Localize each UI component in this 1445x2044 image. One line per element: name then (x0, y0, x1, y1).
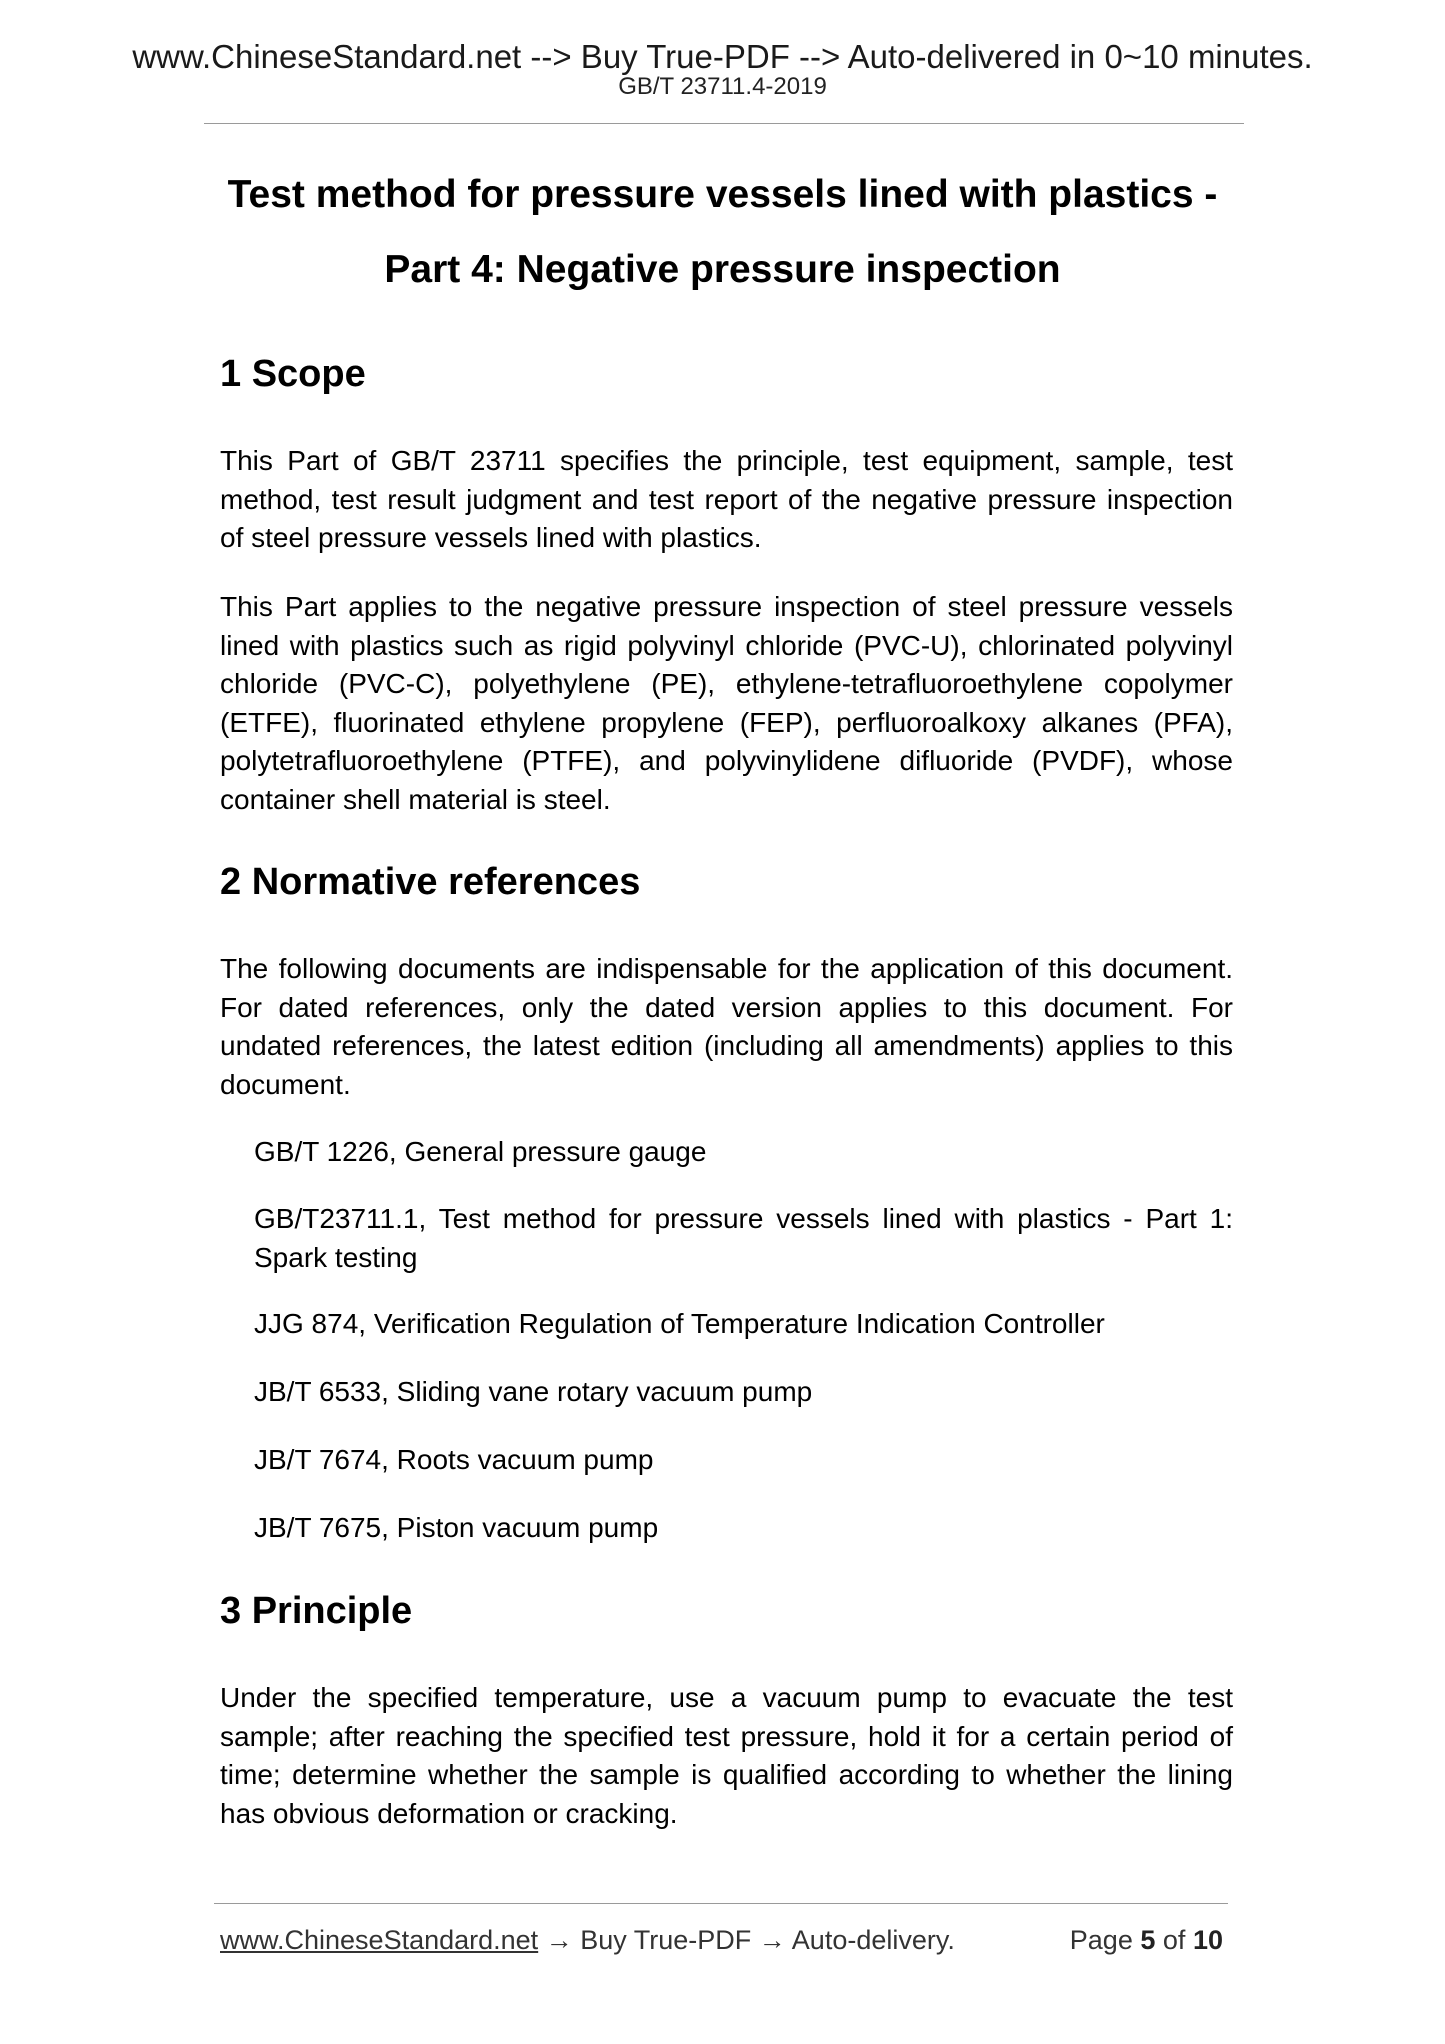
standard-code: GB/T 23711.4-2019 (618, 73, 827, 100)
footer-site-link[interactable]: www.ChineseStandard.net (220, 1925, 539, 1955)
section-heading-principle: 3 Principle (220, 1590, 413, 1632)
reference-item-jbt-7675: JB/T 7675, Piston vacuum pump (254, 1512, 659, 1543)
scope-paragraph-1: This Part of GB/T 23711 specifies the principle, test equipment, sample, test method, test result judgment and test report of the negative pressure inspection of steel pressure vessels lined with plastics. (220, 445, 1233, 553)
page-indicator (1070, 1923, 1223, 1957)
header-divider (204, 123, 1244, 124)
footer-left (220, 1923, 955, 1957)
header-banner: www.ChineseStandard.net --> Buy True-PDF --> Auto-delivered in 0~10 minutes. (132, 38, 1313, 75)
footer-buy-text: Buy True-PDF (580, 1925, 752, 1955)
scope-paragraph-2: This Part applies to the negative pressure inspection of steel pressure vessels lined with plastics such as rigid polyvinyl chloride (PVC-U), chlorinated polyvinyl chloride (PVC-C), polyethylene (PE), ethylene-tetrafluoroethylene copolymer (ETFE), fluorinated ethylene propylene (FEP), perfluoroalkoxy alkanes (PFA), polytetrafluoroethylene (PTFE), and polyvinylidene difluoride (PVDF), whose container shell material is steel. (220, 591, 1233, 815)
right-arrow-icon: → (758, 1925, 786, 1955)
document-title-line-1: Test method for pressure vessels lined with plastics - (227, 173, 1218, 216)
reference-item-jbt-7674: JB/T 7674, Roots vacuum pump (254, 1444, 654, 1475)
right-arrow-icon: → (545, 1925, 573, 1955)
footer-delivery-text: Auto-delivery. (791, 1925, 955, 1955)
reference-item-gbt-1226: GB/T 1226, General pressure gauge (254, 1136, 707, 1167)
page-total: 10 (1192, 1925, 1223, 1955)
document-title-line-2: Part 4: Negative pressure inspection (384, 248, 1061, 291)
footer-divider (214, 1903, 1228, 1904)
section-heading-scope: 1 Scope (220, 353, 366, 395)
principle-paragraph: Under the specified temperature, use a vacuum pump to evacuate the test sample; after reaching the specified test pressure, hold it for a certain period of time; determine whether the sample is qualified according to whether the lining has obvious deformation or cracking. (220, 1682, 1233, 1829)
section-heading-normative-references: 2 Normative references (220, 861, 641, 903)
reference-item-jbt-6533: JB/T 6533, Sliding vane rotary vacuum pump (254, 1376, 813, 1407)
normative-intro-paragraph: The following documents are indispensable for the application of this document. For dated references, only the dated version applies to this document. For undated references, the latest edition (including all amendments) applies to this document. (220, 953, 1233, 1100)
reference-item-gbt-23711-1: GB/T23711.1, Test method for pressure vessels lined with plastics - Part 1: Spark testing (254, 1203, 1233, 1273)
page-label: Page (1069, 1925, 1133, 1955)
page-current: 5 (1140, 1925, 1156, 1955)
page-of: of (1162, 1925, 1186, 1955)
reference-item-jjg-874: JJG 874, Verification Regulation of Temperature Indication Controller (254, 1308, 1105, 1339)
